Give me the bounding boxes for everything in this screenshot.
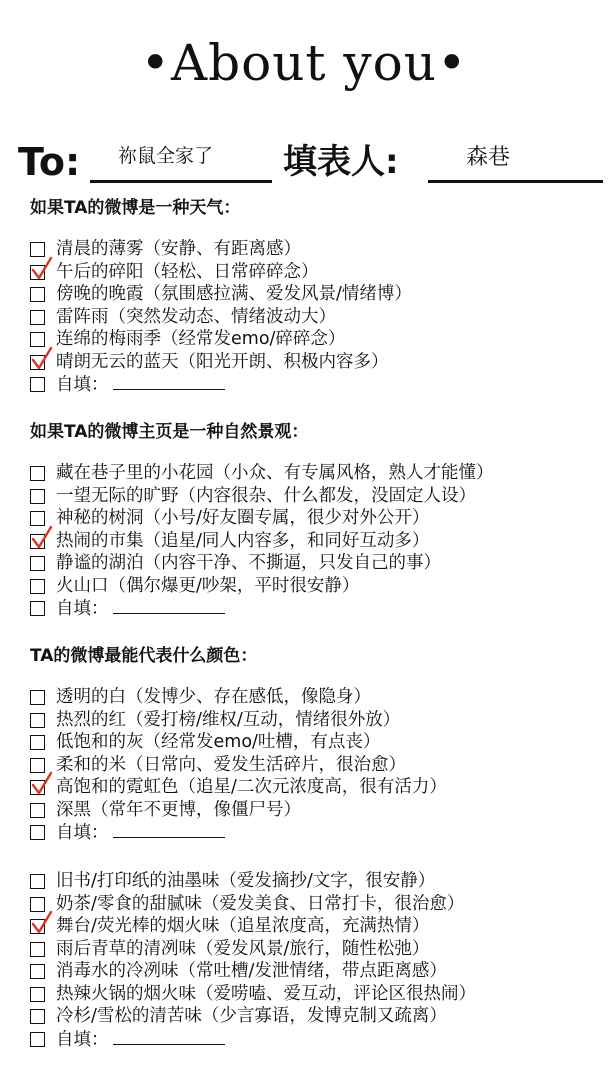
option-label: 热烈的红（爱打榜/维权/互动，情绪很外放）	[56, 709, 401, 730]
option-label: 热辣火锅的烟火味（爱唠嗑、爱互动，评论区很热闹）	[56, 983, 476, 1004]
option-label: 透明的白（发博少、存在感低，像隐身）	[56, 687, 371, 707]
section-color	[30, 644, 605, 844]
section-title: 如果TA的微博主页是一种自然景观：	[30, 422, 309, 442]
option-item[interactable]	[30, 552, 605, 575]
checkbox-icon[interactable]	[30, 466, 45, 481]
option-label: 清晨的薄雾（安静、有距离感）	[56, 239, 301, 259]
option-label: 雨后青草的清冽味（爱发风景/旅行，随性松弛）	[56, 938, 430, 959]
filler-value[interactable]: 森巷	[466, 145, 511, 170]
checkbox-icon[interactable]	[30, 310, 45, 325]
option-item[interactable]	[30, 960, 605, 983]
custom-fill-input[interactable]	[113, 373, 225, 390]
section-title: TA的微博最能代表什么颜色：	[30, 646, 258, 666]
checkmark-icon	[31, 525, 53, 551]
option-label: 高饱和的霓虹色（追星/二次元浓度高，很有活力）	[56, 777, 447, 797]
checkbox-icon[interactable]	[30, 489, 45, 504]
option-item[interactable]	[30, 507, 605, 530]
option-item[interactable]	[30, 597, 605, 620]
option-list	[30, 870, 605, 1050]
option-item[interactable]	[30, 373, 605, 396]
option-item[interactable]	[30, 306, 605, 329]
checkbox-icon[interactable]	[30, 987, 45, 1002]
option-item[interactable]	[30, 776, 605, 799]
checkbox-icon[interactable]	[30, 874, 45, 889]
checkmark-icon	[31, 910, 53, 936]
option-item[interactable]	[30, 686, 605, 709]
option-item[interactable]	[30, 731, 605, 754]
option-item[interactable]	[30, 530, 605, 553]
section-title: 如果TA的微博是一种天气：	[30, 198, 241, 218]
custom-fill-input[interactable]	[113, 821, 225, 838]
recipient-filler-row	[18, 138, 603, 188]
option-item[interactable]	[30, 575, 605, 598]
checkbox-icon[interactable]	[30, 556, 45, 571]
option-label: 连绵的梅雨季（经常发emo/碎碎念）	[56, 329, 346, 349]
option-item[interactable]	[30, 261, 605, 284]
option-list	[30, 462, 605, 620]
option-item[interactable]	[30, 799, 605, 822]
option-label: 一望无际的旷野（内容很杂、什么都发，没固定人设）	[56, 485, 476, 506]
checkbox-icon[interactable]	[30, 1032, 45, 1047]
option-label: 柔和的米（日常向、爱发生活碎片，很治愈）	[56, 754, 406, 775]
checkmark-icon	[31, 771, 53, 797]
checkbox-icon[interactable]	[30, 579, 45, 594]
option-label: 旧书/打印纸的油墨味（爱发摘抄/文字，很安静）	[56, 871, 436, 891]
option-label: 自填：	[56, 375, 109, 395]
option-label: 舞台/荧光棒的烟火味（追星浓度高，充满热情）	[56, 916, 430, 936]
section-weather	[30, 196, 605, 396]
option-item[interactable]	[30, 462, 605, 485]
checkbox-icon[interactable]	[30, 690, 45, 705]
option-label: 静谧的湖泊（内容干净、不撕逼，只发自己的事）	[56, 553, 441, 573]
option-item[interactable]	[30, 893, 605, 916]
checkbox-icon[interactable]	[30, 964, 45, 979]
option-label: 火山口（偶尔爆更/吵架，平时很安静）	[56, 575, 360, 596]
option-item[interactable]	[30, 1005, 605, 1028]
option-list	[30, 238, 605, 396]
option-item[interactable]	[30, 485, 605, 508]
option-item[interactable]	[30, 938, 605, 961]
checkmark-icon	[31, 346, 53, 372]
option-item[interactable]	[30, 1028, 605, 1051]
checkbox-icon[interactable]	[30, 287, 45, 302]
section-landscape	[30, 420, 605, 620]
option-label: 午后的碎阳（轻松、日常碎碎念）	[56, 261, 319, 282]
option-label: 神秘的树洞（小号/好友圈专属，很少对外公开）	[56, 508, 430, 528]
option-item[interactable]	[30, 328, 605, 351]
option-label: 低饱和的灰（经常发emo/吐槽，有点丧）	[56, 732, 381, 752]
option-label: 冷杉/雪松的清苦味（少言寡语，发博克制又疏离）	[56, 1006, 447, 1026]
option-label: 热闹的市集（追星/同人内容多，和同好互动多）	[56, 530, 430, 551]
custom-fill-input[interactable]	[113, 1028, 225, 1045]
option-item[interactable]	[30, 821, 605, 844]
option-item[interactable]	[30, 754, 605, 777]
checkbox-icon[interactable]	[30, 803, 45, 818]
custom-fill-input[interactable]	[113, 597, 225, 614]
option-label: 晴朗无云的蓝天（阳光开朗、积极内容多）	[56, 351, 389, 372]
to-label: To:	[18, 140, 81, 184]
checkbox-icon[interactable]	[30, 377, 45, 392]
option-label: 深黑（常年不更博，像僵尸号）	[56, 799, 301, 820]
checkbox-icon[interactable]	[30, 825, 45, 840]
option-item[interactable]	[30, 983, 605, 1006]
option-label: 自填：	[56, 823, 109, 843]
option-label: 奶茶/零食的甜腻味（爱发美食、日常打卡，很治愈）	[56, 893, 465, 914]
option-list	[30, 686, 605, 844]
filler-underline	[428, 146, 603, 183]
to-value[interactable]: 祢鼠全家了	[118, 145, 214, 167]
option-item[interactable]	[30, 709, 605, 732]
checkbox-icon[interactable]	[30, 601, 45, 616]
option-item[interactable]	[30, 238, 605, 261]
option-item[interactable]	[30, 283, 605, 306]
option-label: 消毒水的冷冽味（常吐槽/发泄情绪，带点距离感）	[56, 961, 447, 981]
filler-label: 填表人:	[283, 142, 399, 182]
option-label: 自填：	[56, 1029, 109, 1050]
option-item[interactable]	[30, 915, 605, 938]
option-label: 自填：	[56, 599, 109, 619]
option-label: 藏在巷子里的小花园（小众、有专属风格，熟人才能懂）	[56, 463, 494, 483]
page-title: •About you•	[140, 34, 468, 92]
checkmark-icon	[31, 256, 53, 282]
checkbox-icon[interactable]	[30, 942, 45, 957]
section-scent	[30, 870, 605, 1050]
option-label: 傍晚的晚霞（氛围感拉满、爱发风景/情绪博）	[56, 284, 412, 304]
option-label: 雷阵雨（突然发动态、情绪波动大）	[56, 306, 336, 327]
checkbox-icon[interactable]	[30, 1009, 45, 1024]
checkbox-icon[interactable]	[30, 735, 45, 750]
option-item[interactable]	[30, 870, 605, 893]
checkbox-icon[interactable]	[30, 713, 45, 728]
option-item[interactable]	[30, 351, 605, 374]
